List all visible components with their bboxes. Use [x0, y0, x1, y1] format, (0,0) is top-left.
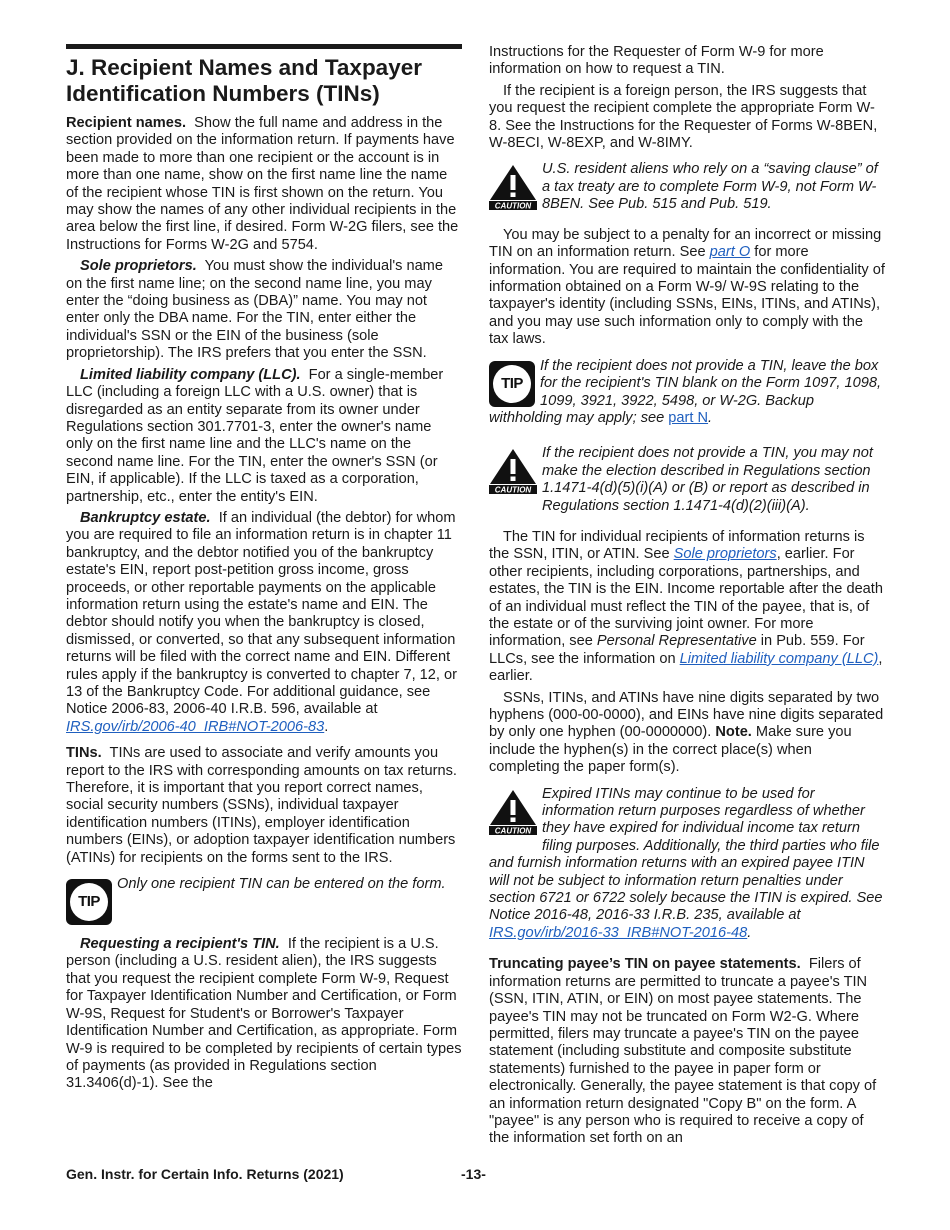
- sole-proprietors-link[interactable]: Sole proprietors: [673, 546, 777, 563]
- tip-icon: TIP: [66, 879, 112, 925]
- page-footer: [66, 1166, 885, 1182]
- continued-paragraph: Instructions for the Requester of Form W-9 for more information on how to request a TIN.: [489, 44, 824, 78]
- footer-title: Gen. Instr. for Certain Info. Returns (2021): [66, 1166, 344, 1182]
- paragraph-text: Filers of information returns are permitted to truncate a payee's TIN (SSN, ITIN, ATIN, or EIN) on most payee statements. The payee's TIN may not be truncated on Form W2-G. Where permitted, filers may truncate a payee's TIN on the payee statement (including substitute and composite substitute statements) furnished to the payee in paper form or electronically. Generally, the payee statement is that copy of an information return designated "Copy B" on the form. A "payee" is any person who is required to receive a copy of the information set forth on an: [489, 956, 877, 1147]
- irb-2006-83-link[interactable]: IRS.gov/irb/2006-40_IRB#NOT-2006-83: [66, 718, 325, 735]
- tip-text: If the recipient does not provide a TIN, leave the box for the recipient's TIN blank on the Form 1097, 1098, 1099, 3921, 3922, 5498, or W-2G. Backup withholding may apply; see: [489, 357, 882, 426]
- note-label: Note.: [715, 724, 752, 741]
- paragraph-text: in Pub. 559. For LLCs, see the information on: [489, 633, 865, 667]
- paragraph-text: If the recipient is a U.S. person (including a U.S. resident alien), the IRS suggests that you request the recipient complete Form W-9, Request for Taxpayer Identification Number and Certification, or Form W-9S, Request for Student's or Borrower's Taxpayer Identification Number and Certification, as appropriate. Form W-9 is required to be completed by recipients of certain types of payments (as provided in Regulations section 31.3406(d)-1). See the: [66, 936, 462, 1092]
- caution-note: [489, 786, 885, 943]
- punct: .: [747, 924, 752, 941]
- tip-note: [66, 876, 462, 925]
- run-in-head: Requesting a recipient's TIN.: [80, 936, 280, 953]
- page-number: -13-: [461, 1166, 486, 1182]
- tip-note: [489, 358, 885, 428]
- paragraph-text: SSNs, ITINs, and ATINs have nine digits separated by two hyphens (000-00-0000), and EINs have nine digits separated by only one hyphen (00-0000000).: [489, 689, 884, 741]
- italic-text: Personal Representative: [596, 633, 757, 650]
- paragraph-text: for more information. You are required to maintain the confidentiality of information obtained on a Form W-9/ W-9S relating to the taxpayer's identity (including SSNs, EINs, ITINs, and ATINs), and you may use such information only to comply with the tax laws.: [489, 244, 885, 348]
- run-in-head: TINs.: [66, 745, 102, 762]
- llc-link[interactable]: Limited liability company (LLC): [679, 650, 879, 667]
- section-rule: [66, 44, 462, 49]
- irb-2016-48-link[interactable]: IRS.gov/irb/2016-33_IRB#NOT-2016-48: [489, 924, 748, 941]
- caution-text: U.S. resident aliens who rely on a “saving clause” of a tax treaty are to complete Form W-9, not Form W-8BEN. See Pub. 515 and Pub. 519.: [542, 161, 878, 213]
- paragraph-text: Make sure you include the hyphen(s) in the correct place(s) when completing the paper form(s).: [489, 724, 852, 776]
- paragraph-text: You must show the individual's name on the first name line; on the second name line, you may enter the “doing business as (DBA)” name. You may not enter only the DBA name. For the TIN, enter either the individual's SSN or the EIN of the business (sole proprietorship). The IRS prefers that you enter the SSN.: [66, 258, 443, 362]
- right-column: [489, 44, 885, 1152]
- tip-text: Only one recipient TIN can be entered on the form.: [117, 876, 446, 893]
- digits-paragraph: [489, 690, 885, 777]
- paragraph-text: You may be subject to a penalty for an incorrect or missing TIN on an information return. See: [489, 226, 882, 261]
- punct: .: [708, 409, 713, 426]
- tins-paragraph: [66, 745, 462, 867]
- paragraph-text: , earlier. For other recipients, including corporations, partnerships, and estates, the TIN is the EIN. Income reportable after the death of an individual must reflect the TIN of the payee, that is, of the estate or of the surviving joint owner. For more information, see: [489, 546, 883, 650]
- caution-text: Expired ITINs may continue to be used for information return purposes regardless of whether they have expired for individual income tax return filing purposes. Additionally, the third parties who file and furnish information returns with an expired payee ITIN will not be subject to information return penalties under section 6721 or 6722 solely because the ITIN is expired. See Notice 2016-48, 2016-33 I.R.B. 235, available at: [489, 785, 883, 924]
- caution-triangle-icon: [489, 164, 537, 210]
- tin-individual-paragraph: [489, 529, 885, 686]
- run-in-head: Recipient names.: [66, 115, 187, 131]
- caution-icon: [489, 789, 537, 840]
- sole-proprietors-paragraph: [66, 258, 462, 362]
- svg-text:CAUTION: CAUTION: [494, 201, 532, 211]
- section-heading: J. Recipient Names and Taxpayer Identification Numbers (TINs): [66, 55, 422, 106]
- punct: .: [324, 718, 329, 735]
- svg-text:CAUTION: CAUTION: [494, 826, 532, 835]
- caution-note: [489, 445, 885, 515]
- part-n-link[interactable]: part N: [668, 409, 709, 426]
- run-in-head: Truncating payee’s TIN on payee statements.: [489, 956, 801, 973]
- foreign-person-paragraph: If the recipient is a foreign person, the IRS suggests that you request the recipient complete the appropriate Form W-8. See the Instructions for the Requester of Forms W-8BEN, W-8ECI, W-8EXP, and W-8IMY.: [489, 82, 878, 152]
- caution-icon: [489, 164, 537, 215]
- paragraph-text: , earlier.: [489, 650, 883, 685]
- recipient-names-paragraph: [66, 115, 462, 254]
- bankruptcy-paragraph: [66, 510, 462, 736]
- paragraph-text: Show the full name and address in the section provided on the information return. If payments have been made to more than one recipient or the account is in more than one name, show on the first name line the name of the recipient whose TIN is first shown on the return. You may show the names of any other individual recipients in the area below the first line, if desired. Form W-2G filers, see the Instructions for Forms W-2G and 5754.: [66, 115, 459, 253]
- left-column: [66, 44, 462, 1097]
- truncating-paragraph: [489, 956, 885, 1147]
- run-in-head: Limited liability company (LLC).: [80, 366, 301, 383]
- requesting-tin-paragraph: [66, 936, 462, 1093]
- penalty-paragraph: [489, 227, 885, 349]
- paragraph-text: If an individual (the debtor) for whom you are required to file an information return is in chapter 11 bankruptcy, and the debtor notified you of the bankruptcy estate's EIN, report post-petition gross income, gross proceeds, or other reportable payments on the applicable information return using the estate's name and EIN. The debtor should notify you when the bankruptcy is closed, dismissed, or converted, so that any subsequent information returns will be filed with the correct name and EIN. Different rules apply if the bankruptcy is converted to chapter 7, 12, or 13 of the Bankruptcy Code. For additional guidance, see Notice 2006-83, 2006-40 I.R.B. 596, available at: [66, 509, 458, 718]
- part-o-link[interactable]: part O: [709, 244, 751, 261]
- paragraph-text: For a single-member LLC (including a foreign LLC with a U.S. owner) that is disregarded as an entity separate from its owner under Regulations section 301.7701-3, enter the owner's name only on the first name line and the LLC's name on the second name line. For the TIN, enter the owner's SSN (or EIN, if applicable). If the LLC is taxed as a corporation, partnership, etc., enter the entity's EIN.: [66, 366, 444, 505]
- caution-icon: [489, 448, 537, 499]
- paragraph-text: TINs are used to associate and verify amounts you report to the IRS with corresponding amounts on tax returns. Therefore, it is important that you report correct names, social security numbers (SSNs), individual taxpayer identification numbers (ITINs), employer identification numbers (EINs), or adoption taxpayer identification numbers (ATINs) for recipients on the forms sent to the IRS.: [66, 745, 457, 866]
- caution-triangle-icon: [489, 448, 537, 494]
- paragraph-text: The TIN for individual recipients of information returns is the SSN, ITIN, or ATIN. See: [489, 528, 865, 563]
- run-in-head: Sole proprietors.: [80, 258, 197, 275]
- run-in-head: Bankruptcy estate.: [80, 509, 211, 526]
- caution-text: If the recipient does not provide a TIN, you may not make the election described in Regulations section 1.1471-4(d)(5)(i)(A) or (B) or report as described in Regulations section 1.1471-4(d)(2)(iii)(A).: [542, 445, 873, 514]
- tip-icon: TIP: [489, 361, 535, 407]
- svg-text:CAUTION: CAUTION: [494, 485, 532, 495]
- llc-paragraph: [66, 367, 462, 506]
- caution-triangle-icon: [489, 789, 537, 835]
- caution-note: [489, 161, 885, 215]
